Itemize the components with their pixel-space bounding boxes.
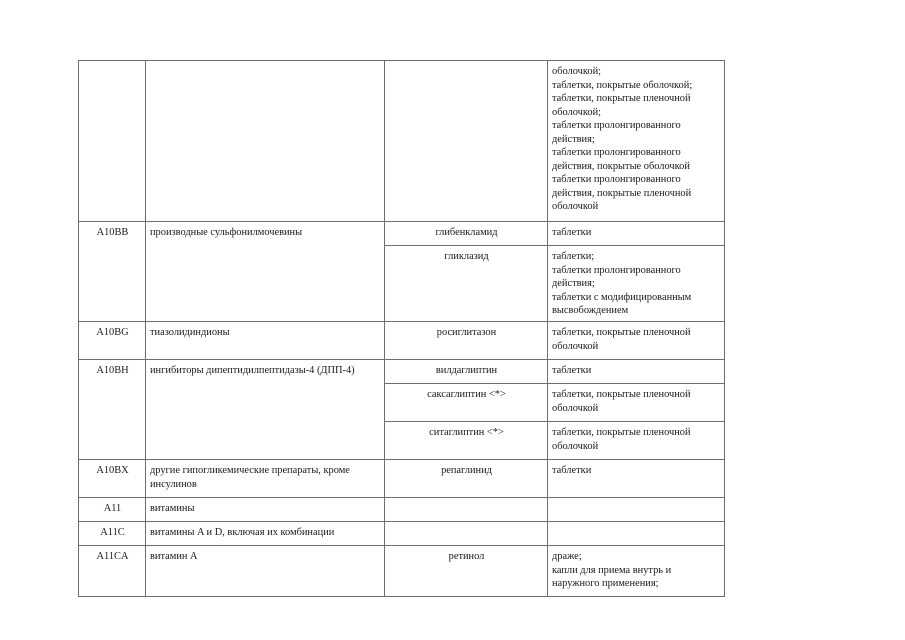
dosage-form-cell xyxy=(548,522,725,546)
table-row xyxy=(79,360,725,384)
atc-code-cell: A10BX xyxy=(79,460,146,498)
atc-code-cell: A11CA xyxy=(79,546,146,597)
drug-name-cell: ретинол xyxy=(385,546,548,597)
dosage-form-cell: оболочкой; таблетки, покрытые оболочкой; таблетки, покрытые пленочной оболочкой; таблетки пролонгированного действия; таблетки пролонгированного действия, покрытые оболочкой таблетки пролонгированного действия, покрытые пленочной оболочкой xyxy=(548,61,725,222)
dosage-form-cell: драже; капли для приема внутрь и наружного применения; xyxy=(548,546,725,597)
dosage-form-cell: таблетки xyxy=(548,222,725,246)
drug-list-table xyxy=(78,60,725,597)
table-row xyxy=(79,61,725,222)
drug-name-cell xyxy=(385,498,548,522)
drug-name-cell: ситаглиптин <*> xyxy=(385,422,548,460)
pharmacological-group-cell: ингибиторы дипептидилпептидазы-4 (ДПП-4) xyxy=(146,360,385,460)
pharmacological-group-cell: витамины A и D, включая их комбинации xyxy=(146,522,385,546)
atc-code-cell: A11 xyxy=(79,498,146,522)
drug-name-cell: росиглитазон xyxy=(385,322,548,360)
table-row xyxy=(79,322,725,360)
atc-code-cell: A10BH xyxy=(79,360,146,460)
table-row xyxy=(79,546,725,597)
pharmacological-group-cell: витамины xyxy=(146,498,385,522)
drug-name-cell xyxy=(385,522,548,546)
dosage-form-cell: таблетки xyxy=(548,360,725,384)
pharmacological-group-cell: витамин A xyxy=(146,546,385,597)
pharmacological-group-cell xyxy=(146,61,385,222)
table-row xyxy=(79,498,725,522)
drug-name-cell xyxy=(385,61,548,222)
table-row xyxy=(79,522,725,546)
pharmacological-group-cell: другие гипогликемические препараты, кроме инсулинов xyxy=(146,460,385,498)
pharmacological-group-cell: тиазолидиндионы xyxy=(146,322,385,360)
dosage-form-cell: таблетки, покрытые пленочной оболочкой xyxy=(548,322,725,360)
dosage-form-cell: таблетки xyxy=(548,460,725,498)
drug-name-cell: вилдаглиптин xyxy=(385,360,548,384)
drug-name-cell: репаглинид xyxy=(385,460,548,498)
dosage-form-cell: таблетки, покрытые пленочной оболочкой xyxy=(548,384,725,422)
dosage-form-cell: таблетки, покрытые пленочной оболочкой xyxy=(548,422,725,460)
atc-code-cell: A11C xyxy=(79,522,146,546)
table-row xyxy=(79,460,725,498)
dosage-form-cell: таблетки; таблетки пролонгированного действия; таблетки с модифицированным высвобождением xyxy=(548,246,725,322)
drug-list-body xyxy=(79,61,725,597)
drug-name-cell: глибенкламид xyxy=(385,222,548,246)
atc-code-cell: A10BB xyxy=(79,222,146,322)
atc-code-cell: A10BG xyxy=(79,322,146,360)
pharmacological-group-cell: производные сульфонилмочевины xyxy=(146,222,385,322)
table-row xyxy=(79,222,725,246)
dosage-form-cell xyxy=(548,498,725,522)
drug-name-cell: гликлазид xyxy=(385,246,548,322)
drug-name-cell: саксаглиптин <*> xyxy=(385,384,548,422)
atc-code-cell xyxy=(79,61,146,222)
